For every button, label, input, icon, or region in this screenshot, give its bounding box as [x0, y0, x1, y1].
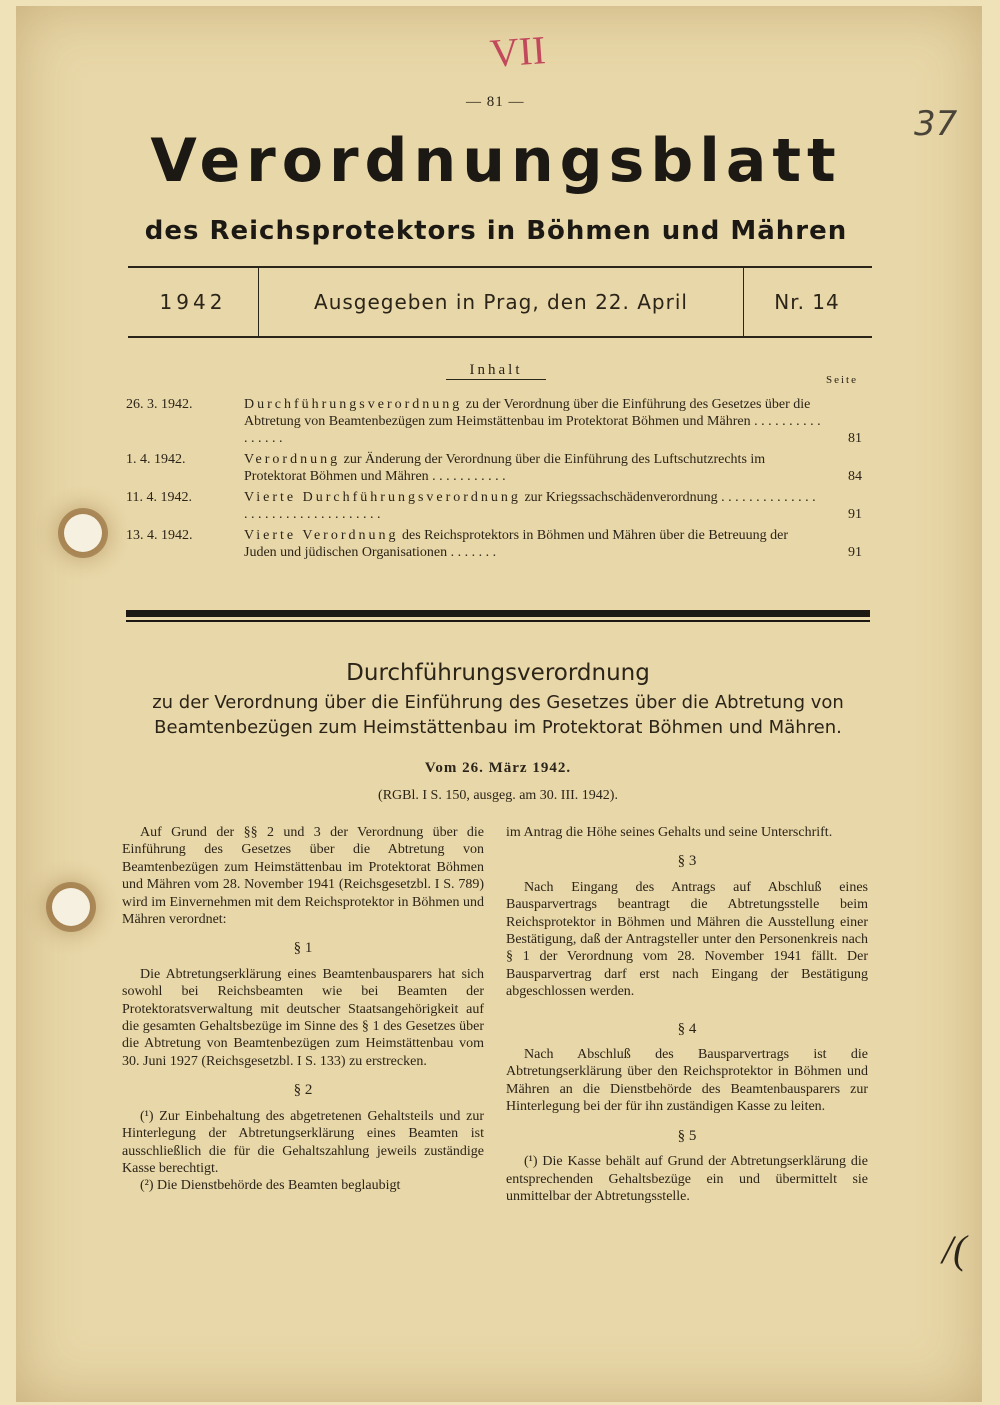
toc-page-label: Seite [826, 374, 858, 386]
toc-entry [126, 489, 874, 523]
article-heading [116, 660, 880, 740]
divider-thick [126, 610, 870, 617]
document-page [16, 6, 982, 1402]
table-of-contents [126, 396, 874, 565]
toc-lead: Durchführungsverordnung [244, 397, 463, 412]
toc-page: 81 [848, 431, 862, 446]
section-2-para-1: (¹) Zur Einbehaltung des abgetretenen Gehaltsteils und zur Hinterlegung der Abtretungserklärung eines Beamten ist ausschließlich die für die Gehaltszahlung jeweils zuständige Kasse berechtigt. [122, 1108, 484, 1176]
article-title: Durchführungsverordnung [346, 660, 650, 686]
section-5-title: § 5 [677, 1127, 697, 1144]
toc-page: 84 [848, 469, 862, 484]
toc-heading: Inhalt [446, 362, 546, 380]
section-3-title: § 3 [677, 853, 697, 870]
section-3-text: Nach Eingang des Antrags auf Abschluß eines Bausparvertrags beantragt die Abtretungsstelle beim Reichsprotektor in Böhmen und Mähren die Ausstellung einer Bestätigung, daß der Antragsteller unter den Personenkreis nach § 1 der Verordnung vom 28. November 1941 fällt. Der Bausparvertrag darf erst nach Eingang der Bestätigung abgeschlossen werden. [506, 879, 868, 1000]
left-column [122, 824, 484, 1195]
toc-text: zur Kriegssachschädenverordnung . . . . . . . . . . . . . . . . . . . . . . . . . . . . . . . . . . [244, 490, 816, 522]
toc-entry [126, 527, 874, 561]
divider-thin [126, 620, 870, 622]
toc-date: 1. 4. 1942. [126, 452, 186, 467]
gazette-subtitle: des Reichsprotektors in Böhmen und Mähren [144, 216, 848, 246]
toc-lead: Vierte Verordnung [244, 528, 399, 543]
issue-year: 1942 [159, 290, 227, 314]
toc-text: zur Änderung der Verordnung über die Einführung des Luftschutzrechts im Protektorat Böhmen und Mähren . . . . . . . . . . . [244, 452, 766, 484]
toc-date: 26. 3. 1942. [126, 397, 193, 412]
article-subtitle: zu der Verordnung über die Einführung des Gesetzes über die Abtretung von Beamtenbezügen zum Heimstättenbau im Protektorat Böhmen und Mähren. [152, 692, 844, 738]
toc-date: 13. 4. 1942. [126, 528, 193, 543]
right-column [506, 824, 868, 1205]
section-1-text: Die Abtretungserklärung eines Beamtenbausparers hat sich sowohl bei Reichsbeamten wie bei Beamten der Protektoratsverwaltung mit deutscher Staatsangehörigkeit auf die gesamten Gehaltsbezüge im Sinne des § 1 des Gesetzes über die Abtretung von Beamtenbezügen zum Heimstättenbau vom 30. Juni 1927 (Reichsgesetzbl. I S. 133) zu erstrecken. [122, 966, 484, 1069]
section-5-text: (¹) Die Kasse behält auf Grund der Abtretungserklärung die entsprechenden Gehaltsbezüge ein und übermittelt sie unmittelbar der Abtretungsstelle. [506, 1154, 868, 1204]
section-1-title: § 1 [293, 940, 313, 957]
toc-page: 91 [848, 545, 862, 560]
toc-lead: Verordnung [244, 452, 341, 467]
section-4-title: § 4 [677, 1020, 697, 1037]
toc-lead: Vierte Durchführungsverordnung [244, 490, 521, 505]
punch-hole [52, 888, 90, 926]
issue-date: Ausgegeben in Prag, den 22. April [258, 268, 744, 336]
toc-entry [126, 396, 874, 447]
toc-page: 91 [848, 507, 862, 522]
article-date: Vom 26. März 1942. [424, 760, 572, 776]
issue-number: Nr. 14 [774, 290, 840, 314]
toc-text: des Reichsprotektors in Böhmen und Mähren über die Betreuung der Juden und jüdischen Organisationen . . . . . . . [244, 528, 789, 560]
red-stamp: VII [488, 27, 548, 76]
section-2-title: § 2 [293, 1082, 313, 1099]
margin-note: 37 [914, 104, 958, 144]
toc-text: zu der Verordnung über die Einführung des Gesetzes über die Abtretung von Beamtenbezügen zum Heimstättenbau im Protektorat Böhmen und Mähren . . . . . . . . . . . . . . . . [244, 397, 821, 446]
page-number: — 81 — [466, 94, 525, 110]
section-2-para-2: (²) Die Dienstbehörde des Beamten beglaubigt [140, 1178, 401, 1194]
section-4-text: Nach Abschluß des Bausparvertrags ist die Abtretungserklärung über den Reichsprotektor in Böhmen und Mähren an die Dienstbehörde des Beamtenbausparers zur Hinterlegung bei der für ihn zuständigen Kasse zu leiten. [506, 1047, 868, 1115]
intro-paragraph: Auf Grund der §§ 2 und 3 der Verordnung über die Einführung des Gesetzes über die Abtretung von Beamtenbezügen zum Heimstättenbau im Protektorat Böhmen und Mähren vom 28. November 1941 (Reichsgesetzbl. I S. 789) wird im Einvernehmen mit dem Reichsprotektor in Böhmen und Mähren verordnet: [122, 825, 484, 928]
punch-hole [64, 514, 102, 552]
issue-header [128, 266, 872, 338]
margin-mark: /( [942, 1227, 967, 1272]
toc-date: 11. 4. 1942. [126, 490, 192, 505]
continuation-paragraph: im Antrag die Höhe seines Gehalts und seine Unterschrift. [506, 825, 833, 840]
toc-entry [126, 451, 874, 485]
gazette-title: Verordnungsblatt [150, 126, 842, 196]
article-source: (RGBl. I S. 150, ausgeg. am 30. III. 1942). [378, 788, 618, 803]
